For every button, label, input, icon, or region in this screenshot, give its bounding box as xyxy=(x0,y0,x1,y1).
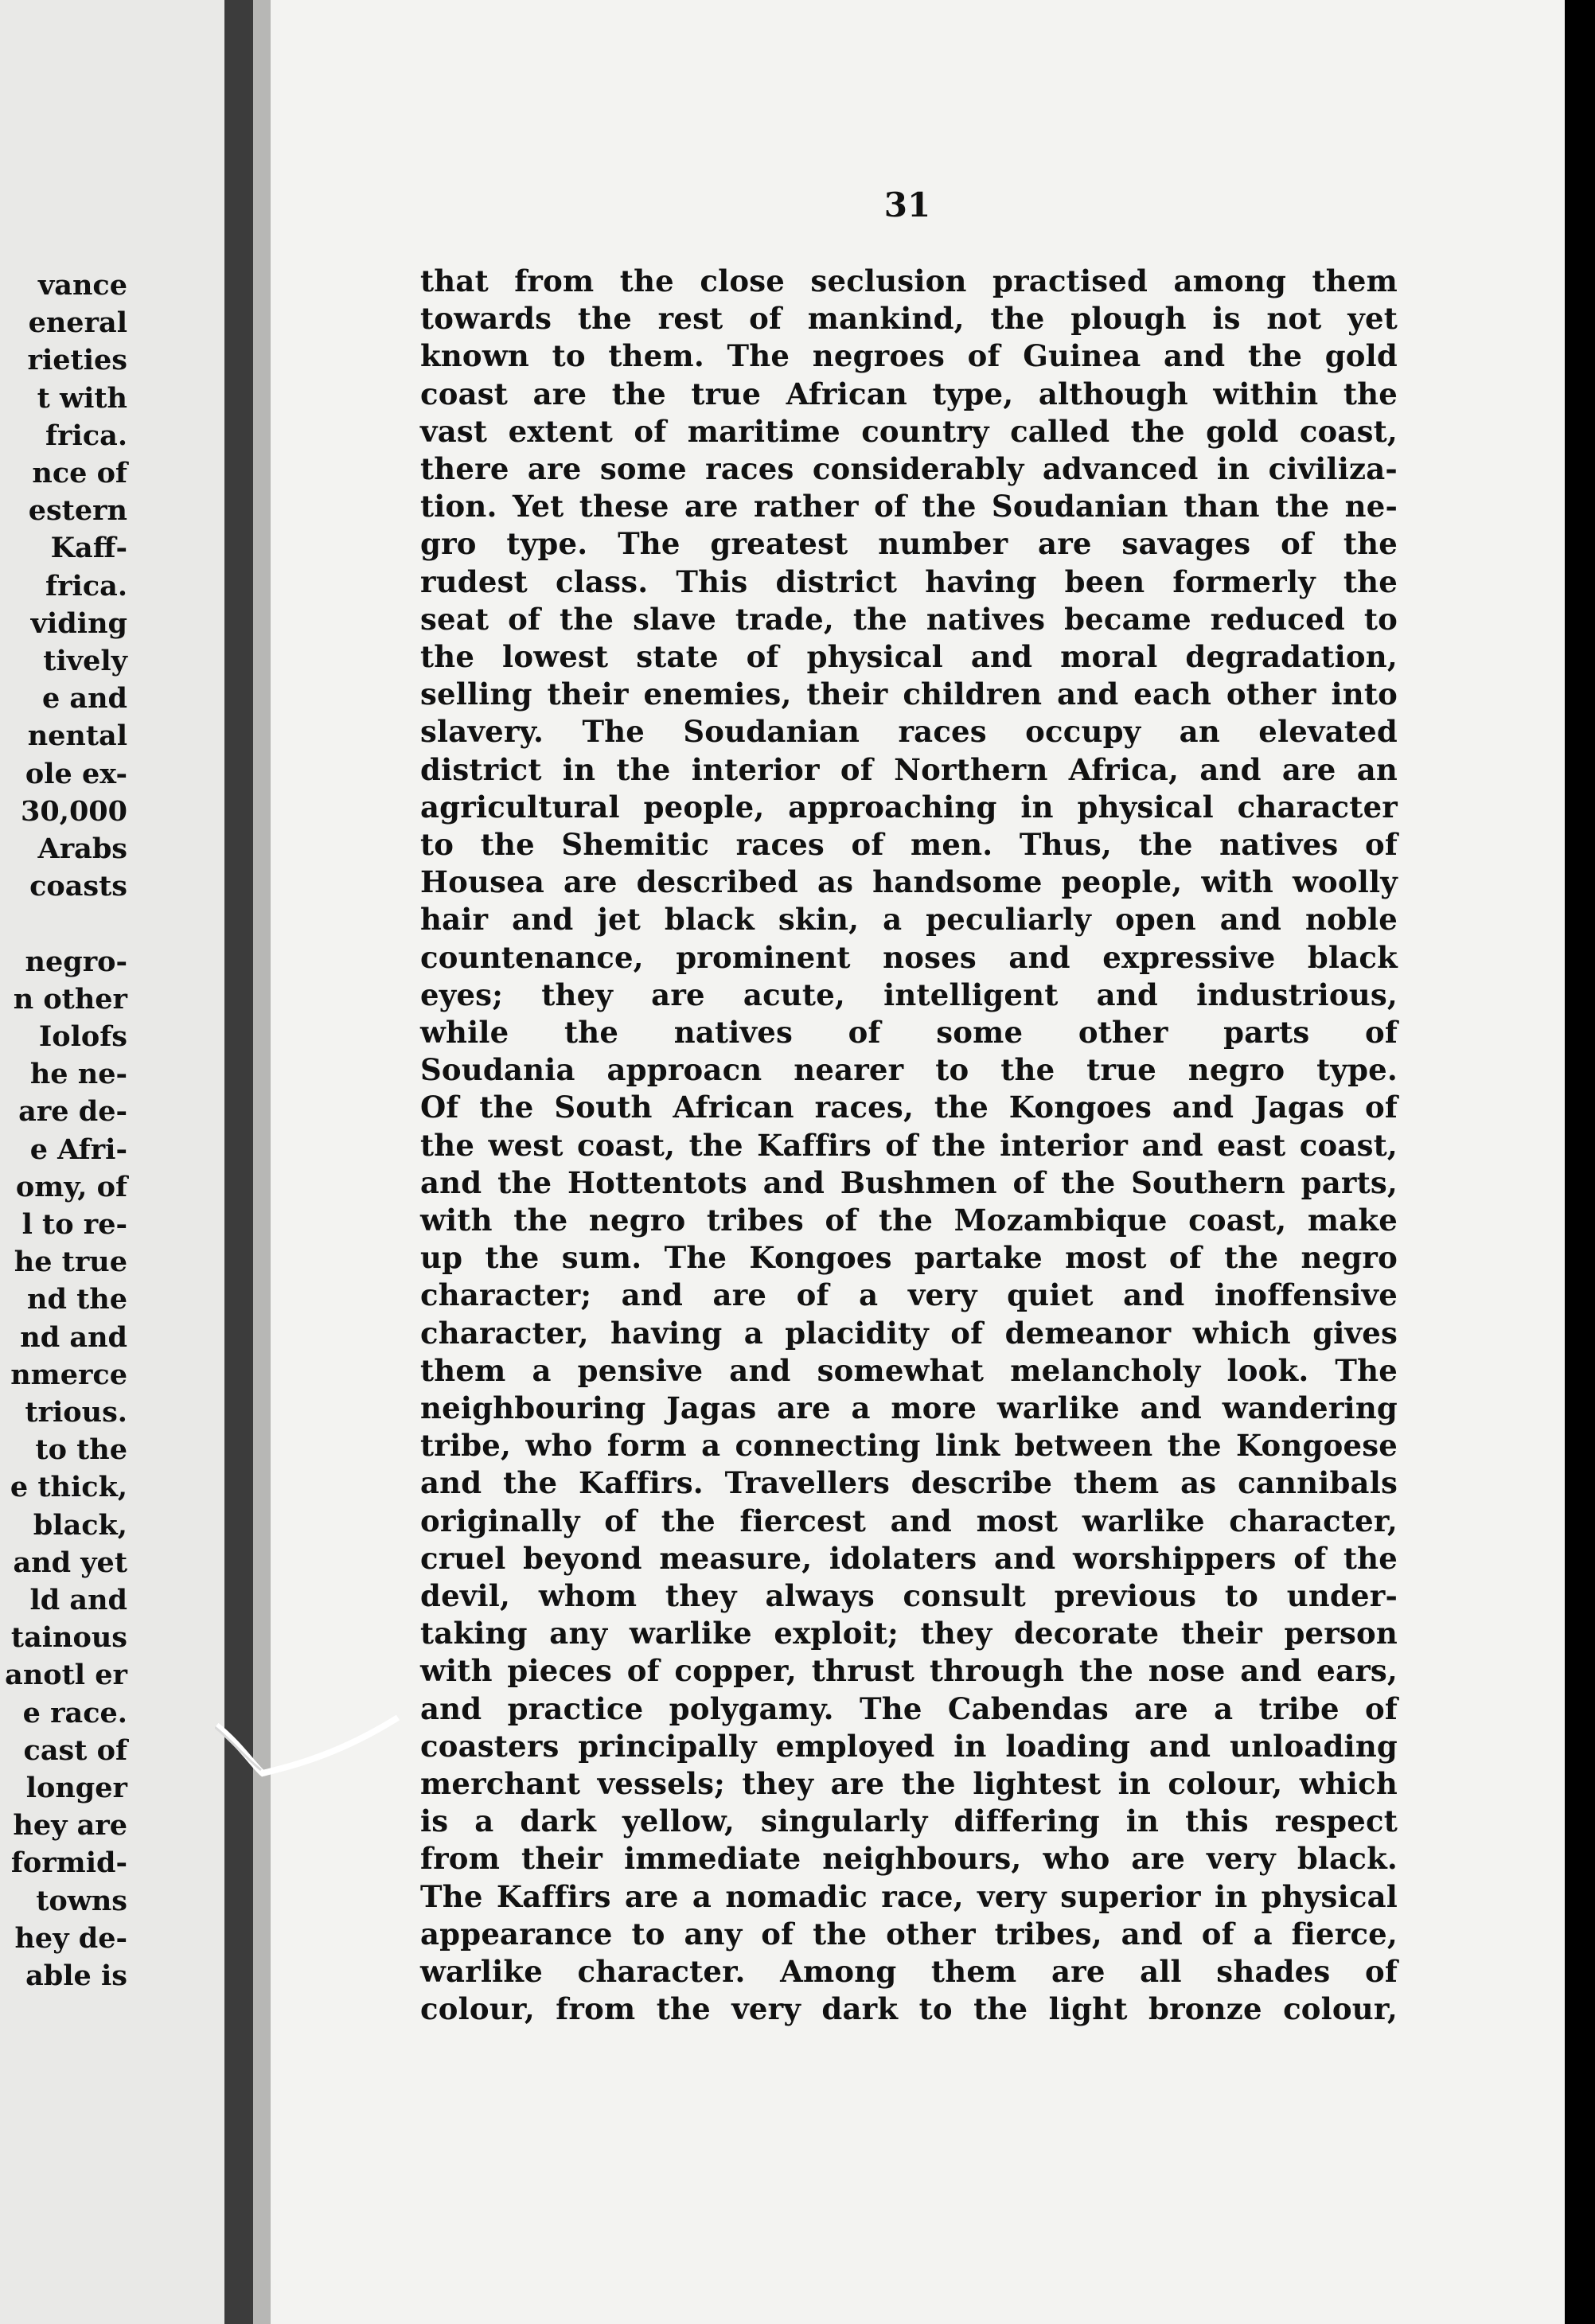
left-page-fragment: tainous xyxy=(10,1621,127,1655)
left-page-fragment: estern xyxy=(28,494,127,528)
text-line: is a dark yellow, singularly differing in this respect xyxy=(420,1803,1398,1839)
left-page-fragment: Kaff- xyxy=(50,532,127,565)
text-line: agricultural people, approaching in physical character xyxy=(420,789,1398,825)
text-line: originally of the fiercest and most warlike character, xyxy=(420,1503,1398,1538)
text-line: The Kaffirs are a nomadic race, very superior in physical xyxy=(420,1878,1398,1914)
text-line: colour, from the very dark to the light bronze colour, xyxy=(420,1991,1398,2027)
left-page-fragment: frica. xyxy=(45,419,127,452)
left-page-fragment: are de- xyxy=(18,1095,127,1129)
left-page-fragment: formid- xyxy=(10,1846,127,1880)
left-page-fragment: 30,000 xyxy=(21,794,127,828)
text-line: vast extent of maritime country called the gold coast, xyxy=(420,413,1398,449)
left-page-fragment: black, xyxy=(33,1508,127,1542)
text-line: that from the close seclusion practised among them xyxy=(420,263,1398,298)
text-line: the lowest state of physical and moral degradation, xyxy=(420,639,1398,674)
left-page-fragment: negro- xyxy=(25,945,127,978)
left-page-fragment: tively xyxy=(43,645,127,677)
left-page-fragment: nental xyxy=(27,719,127,753)
text-line: district in the interior of Northern Africa, and are an xyxy=(420,751,1398,787)
left-page-fragment: nd and xyxy=(20,1320,127,1354)
left-page-fragment: to the xyxy=(35,1433,127,1467)
facing-page xyxy=(0,0,224,2324)
text-line: towards the rest of mankind, the plough is not yet xyxy=(420,301,1398,337)
text-line: there are some races considerably advanced in civiliza- xyxy=(420,451,1398,486)
text-line: them a pensive and somewhat melancholy look. The xyxy=(420,1352,1398,1388)
text-line: from their immediate neighbours, who are very black. xyxy=(420,1841,1398,1877)
text-line: Housea are described as handsome people, with woolly xyxy=(420,864,1398,900)
left-page-fragment: cast of xyxy=(23,1733,127,1767)
text-line: warlike character. Among them are all shades of xyxy=(420,1954,1398,1989)
text-line: seat of the slave trade, the natives became reduced to xyxy=(420,601,1398,637)
text-line: tribe, who form a connecting link between the Kongoese xyxy=(420,1428,1398,1464)
text-line: merchant vessels; they are the lightest in colour, which xyxy=(420,1766,1398,1801)
left-page-fragment: e Afri- xyxy=(29,1133,127,1166)
text-line: up the sum. The Kongoes partake most of the negro xyxy=(420,1240,1398,1276)
text-line: selling their enemies, their children and each other into xyxy=(420,677,1398,712)
left-page-fragment: anotl er xyxy=(5,1659,127,1692)
text-line: character, having a placidity of demeanor which gives xyxy=(420,1315,1398,1351)
left-page-fragment: able is xyxy=(25,1959,127,1992)
text-line: to the Shemitic races of men. Thus, the natives of xyxy=(420,827,1398,862)
page-number: 31 xyxy=(883,185,931,224)
left-page-fragment: coasts xyxy=(29,870,127,903)
text-line: character; and are of a very quiet and inoffensive xyxy=(420,1277,1398,1313)
left-page-fragment: e thick, xyxy=(10,1471,127,1504)
left-page-fragment: trious. xyxy=(25,1396,127,1429)
left-page-fragment: hey are xyxy=(13,1809,127,1842)
text-line: Soudania approacn nearer to the true negro type. xyxy=(420,1052,1398,1088)
left-page-fragment: Iolofs xyxy=(38,1020,127,1053)
left-page-fragment: t with xyxy=(37,381,127,415)
text-line: coast are the true African type, although within the xyxy=(420,376,1398,411)
text-line: the west coast, the Kaffirs of the interior and east coast, xyxy=(420,1127,1398,1163)
left-page-fragment: hey de- xyxy=(14,1921,127,1955)
gutter-shadow xyxy=(253,0,271,2324)
text-line: slavery. The Soudanian races occupy an elevated xyxy=(420,714,1398,750)
text-line: appearance to any of the other tribes, and of a fierce, xyxy=(420,1916,1398,1952)
left-page-fragment: omy, of xyxy=(15,1170,127,1203)
text-line: neighbouring Jagas are a more warlike and wandering xyxy=(420,1390,1398,1425)
left-page-fragment: nd the xyxy=(27,1283,127,1316)
left-page-fragment: he true xyxy=(14,1246,127,1279)
text-line: known to them. The negroes of Guinea and the gold xyxy=(420,338,1398,374)
text-line: while the natives of some other parts of xyxy=(420,1015,1398,1050)
left-page-fragment: he ne- xyxy=(29,1058,127,1091)
left-page-fragment: towns xyxy=(36,1884,127,1917)
text-line: rudest class. This district having been formerly the xyxy=(420,563,1398,599)
left-page-fragment: longer xyxy=(25,1772,127,1804)
left-page-fragment: nce of xyxy=(32,457,127,489)
left-page-fragment: viding xyxy=(30,606,127,640)
text-line: devil, whom they always consult previous to under- xyxy=(420,1578,1398,1613)
text-line: and practice polygamy. The Cabendas are a tribe of xyxy=(420,1690,1398,1726)
paper-crease-mark xyxy=(215,1711,422,1807)
left-page-fragment: vance xyxy=(37,269,127,302)
left-page-fragment: frica. xyxy=(45,569,127,602)
left-page-fragment: l to re- xyxy=(21,1208,127,1241)
left-page-fragment: Arabs xyxy=(37,833,127,865)
text-line: taking any warlike exploit; they decorate their person xyxy=(420,1616,1398,1651)
text-line: gro type. The greatest number are savages of the xyxy=(420,526,1398,562)
left-page-fragment: n other xyxy=(13,982,127,1016)
scan-border xyxy=(1565,0,1595,2324)
text-line: with pieces of copper, thrust through the nose and ears, xyxy=(420,1653,1398,1689)
left-page-fragment: ld and xyxy=(29,1584,127,1616)
text-line: cruel beyond measure, idolaters and worshippers of the xyxy=(420,1540,1398,1576)
text-line: countenance, prominent noses and expressive black xyxy=(420,939,1398,975)
text-line: and the Kaffirs. Travellers describe them as cannibals xyxy=(420,1465,1398,1501)
left-page-fragment: e and xyxy=(41,682,127,716)
text-line: with the negro tribes of the Mozambique coast, make xyxy=(420,1203,1398,1238)
text-line: hair and jet black skin, a peculiarly open and noble xyxy=(420,902,1398,938)
left-page-fragment: rieties xyxy=(27,344,127,377)
left-page-fragment: e race. xyxy=(22,1696,127,1729)
left-page-fragment: nmerce xyxy=(10,1358,127,1391)
left-page-fragment: eneral xyxy=(28,306,127,340)
text-line: and the Hottentots and Bushmen of the Southern parts, xyxy=(420,1164,1398,1200)
text-line: coasters principally employed in loading and unloading xyxy=(420,1728,1398,1764)
text-line: Of the South African races, the Kongoes and Jagas of xyxy=(420,1090,1398,1125)
left-page-fragment: and yet xyxy=(13,1546,127,1579)
left-page-fragment: ole ex- xyxy=(25,757,127,790)
book-gutter xyxy=(224,0,253,2324)
text-line: tion. Yet these are rather of the Soudanian than the ne- xyxy=(420,489,1398,524)
text-line: eyes; they are acute, intelligent and industrious, xyxy=(420,977,1398,1012)
